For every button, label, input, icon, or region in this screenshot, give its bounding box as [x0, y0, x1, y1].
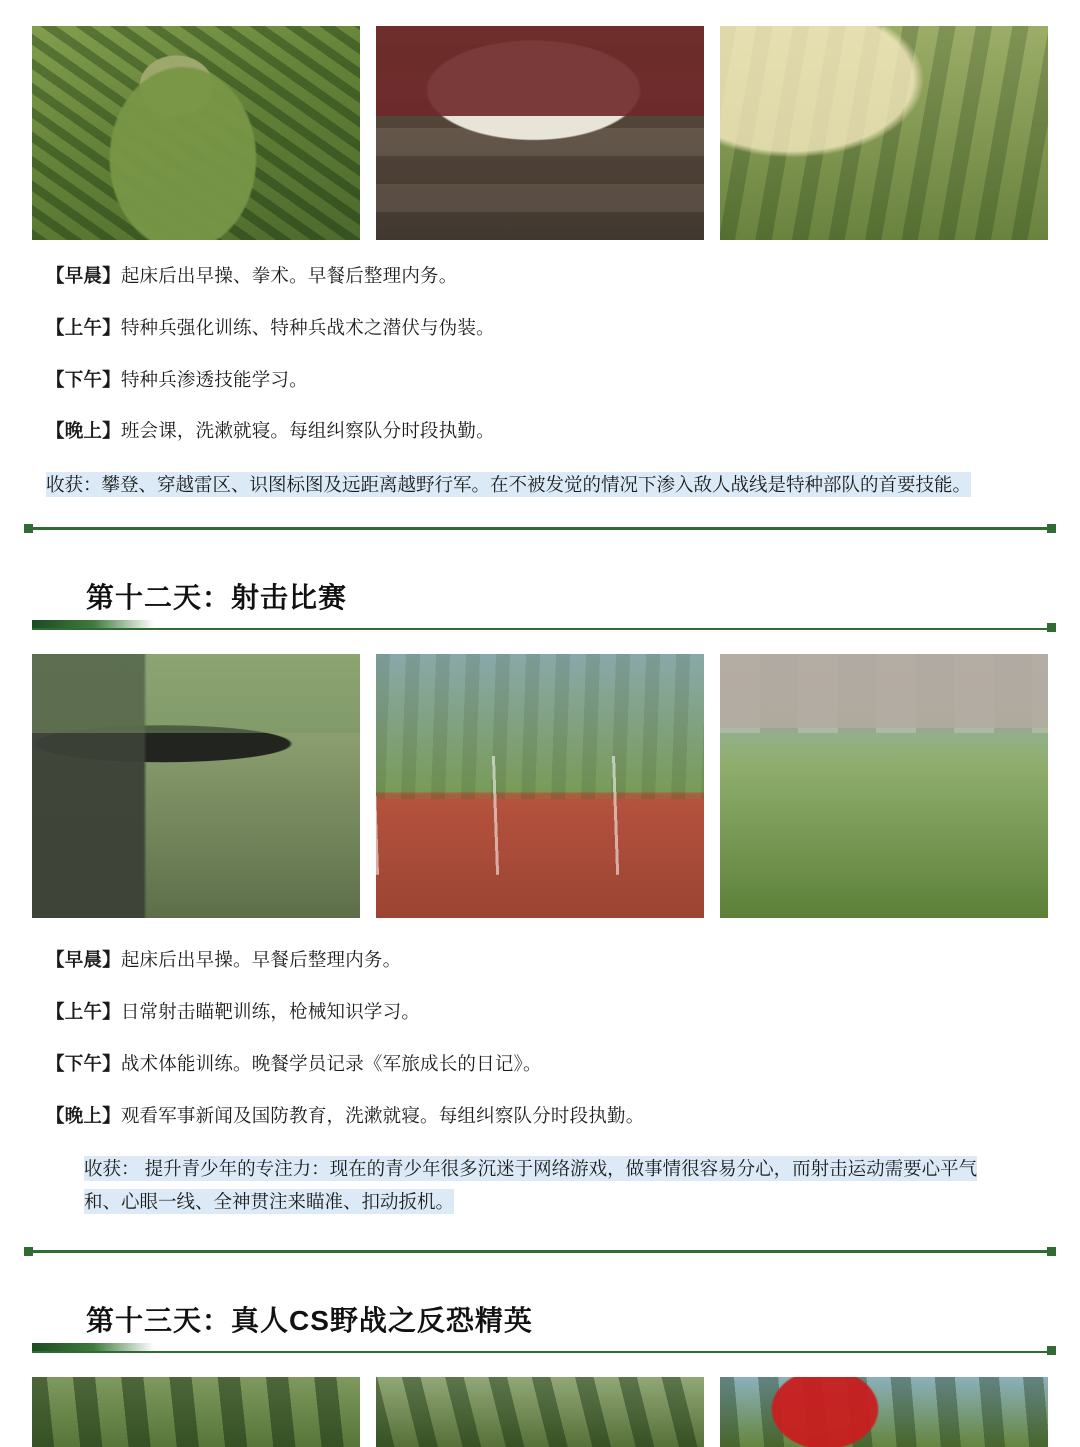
photo-shooting-range-rifle: [32, 654, 360, 918]
gain-block: [84, 1153, 1004, 1218]
schedule-list: [46, 262, 1048, 445]
schedule-text: 日常射击瞄靶训练，枪械知识学习。: [120, 1001, 421, 1023]
section-divider: [32, 1250, 1048, 1253]
day-heading-bar: [32, 1343, 1048, 1353]
photo-indoor-classroom: [376, 26, 704, 240]
section-day-eleven-continued: [32, 0, 1048, 530]
schedule-item: [46, 417, 1048, 445]
schedule-label: 【下午】: [46, 1052, 121, 1074]
day-heading-bar: [32, 620, 1048, 630]
gain-text: 收获：攀登、穿越雷区、识图标图及远距离越野行军。在不被发觉的情况下渗入敌人战线是特种部队的首要技能。: [46, 474, 972, 495]
schedule-text: 起床后出早操、拳术。早餐后整理内务。: [120, 265, 458, 286]
schedule-label: 【晚上】: [46, 1104, 121, 1126]
schedule-text: 战术体能训练。晚餐学员记录《军旅成长的日记》。: [120, 1052, 542, 1074]
schedule-text: 起床后出早操。早餐后整理内务。: [120, 949, 402, 971]
day-heading-title: 第十二天：射击比赛: [86, 582, 348, 614]
day-heading: [32, 568, 1048, 630]
schedule-text: 特种兵渗透技能学习。: [120, 368, 308, 390]
day-heading: [32, 1291, 1048, 1353]
schedule-item: [46, 366, 1048, 394]
schedule-list: [46, 946, 1048, 1129]
schedule-label: 【早晨】: [46, 949, 121, 971]
schedule-label: 【上午】: [46, 316, 121, 338]
schedule-item: [46, 1102, 1048, 1130]
schedule-label: 【下午】: [46, 368, 121, 390]
photo-lawn-training: [720, 654, 1048, 918]
schedule-item: [46, 314, 1048, 342]
gain-block: [46, 469, 1011, 501]
photo-row: [32, 0, 1048, 240]
photo-field-exercise-smoke: [720, 26, 1048, 240]
photo-row: [32, 654, 1048, 918]
schedule-item: [46, 998, 1048, 1026]
section-day-thirteen: [32, 1291, 1048, 1447]
schedule-label: 【上午】: [46, 1001, 121, 1023]
schedule-text: 特种兵强化训练、特种兵战术之潜伏与伪装。: [120, 316, 495, 338]
photo-camouflaged-child: [32, 26, 360, 240]
schedule-item: [46, 1050, 1048, 1078]
schedule-text: 班会课，洗漱就寝。每组纠察队分时段执勤。: [120, 420, 495, 442]
schedule-label: 【早晨】: [46, 265, 121, 286]
schedule-item: [46, 946, 1048, 974]
day-heading-title: 第十三天：真人CS野战之反恐精英: [86, 1305, 533, 1337]
schedule-label: 【晚上】: [46, 420, 121, 442]
gain-text: 收获： 提升青少年的专注力：现在的青少年很多沉迷于网络游戏，做事情很容易分心，而射击运动需要心平气和、心眼一线、全神贯注来瞄准、扣动扳机。: [84, 1158, 978, 1212]
photo-track-formation: [376, 654, 704, 918]
section-day-twelve: [32, 568, 1048, 1253]
schedule-text: 观看军事新闻及国防教育，洗漱就寝。每组纠察队分时段执勤。: [120, 1104, 645, 1126]
schedule-item: [46, 262, 1048, 290]
section-divider: [32, 527, 1048, 530]
